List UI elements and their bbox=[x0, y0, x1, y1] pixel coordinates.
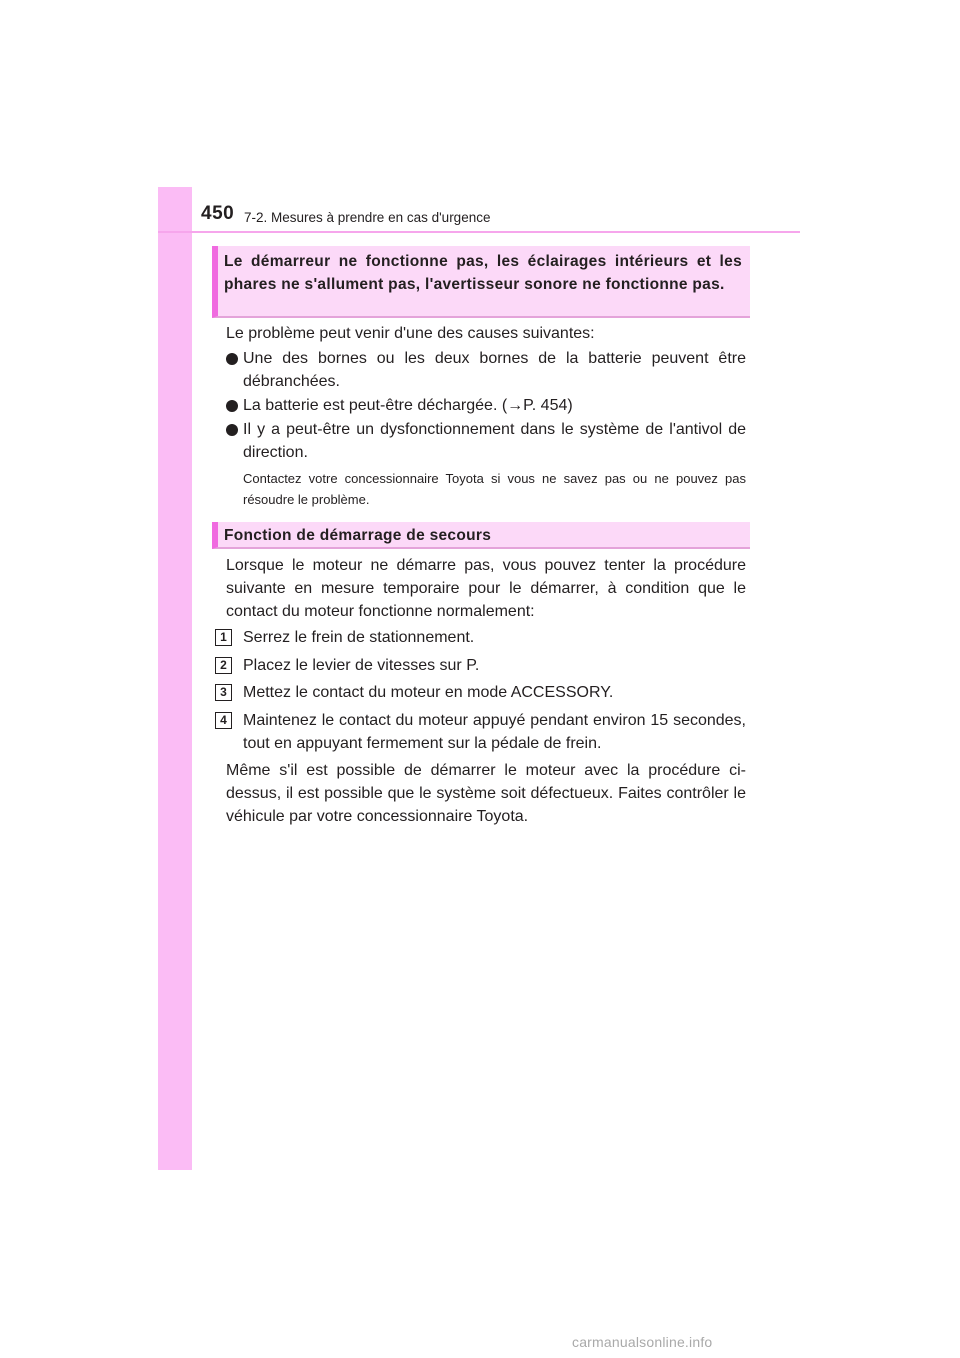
step-number-badge: 1 bbox=[215, 629, 232, 646]
heading-text: Fonction de démarrage de secours bbox=[224, 527, 492, 544]
step-number-badge: 4 bbox=[215, 712, 232, 729]
step-item: 1 Serrez le frein de stationnement. bbox=[215, 626, 746, 649]
chapter-side-band bbox=[158, 187, 192, 1170]
step-number-badge: 2 bbox=[215, 657, 232, 674]
bullet-dot-icon bbox=[226, 424, 238, 436]
watermark: carmanualsonline.info bbox=[572, 1334, 713, 1350]
bullet-dot-icon bbox=[226, 353, 238, 365]
bullet-dot-icon bbox=[226, 400, 238, 412]
bullet-item: Une des bornes ou les deux bornes de la batterie peuvent être débranchées. bbox=[226, 347, 746, 393]
procedure-intro: Lorsque le moteur ne démarre pas, vous pouvez tenter la procédure suivante en mesure temporaire pour le démarrer, à condition que le contact du moteur fonctionne normalement: bbox=[226, 557, 746, 620]
step-item: 2 Placez le levier de vitesses sur P. bbox=[215, 654, 746, 677]
heading-text: Le démarreur ne fonctionne pas, les éclairages intérieurs et les phares ne s'allument pas, l'avertisseur sonore ne fonctionne pas. bbox=[224, 253, 742, 293]
bullet-item: La batterie est peut-être déchargée. (→P. 454) bbox=[226, 394, 746, 417]
step-item: 3 Mettez le contact du moteur en mode ACCESSORY. bbox=[215, 681, 746, 704]
page-number: 450 bbox=[201, 203, 235, 224]
heading-box-starter-problem bbox=[212, 246, 750, 318]
conclusion-paragraph: Même s'il est possible de démarrer le moteur avec la procédure ci-dessus, il est possible que le système soit défectueux. Faites contrôler le véhicule par votre concessionnaire Toyota. bbox=[226, 762, 746, 825]
bullet-item: Il y a peut-être un dysfonctionnement dans le système de l'antivol de direction. bbox=[226, 418, 746, 464]
note-text: Contactez votre concessionnaire Toyota si vous ne savez pas ou ne pouvez pas résoudre le problème. bbox=[243, 471, 746, 507]
section-title: 7-2. Mesures à prendre en cas d'urgence bbox=[244, 210, 491, 225]
heading-box-emergency-start bbox=[212, 522, 750, 549]
step-number-badge: 3 bbox=[215, 684, 232, 701]
header-rule bbox=[158, 231, 800, 233]
intro-paragraph: Le problème peut venir d'une des causes suivantes: bbox=[226, 325, 595, 342]
step-item: 4 Maintenez le contact du moteur appuyé pendant environ 15 secondes, tout en appuyant fermement sur la pédale de frein. bbox=[215, 709, 746, 755]
